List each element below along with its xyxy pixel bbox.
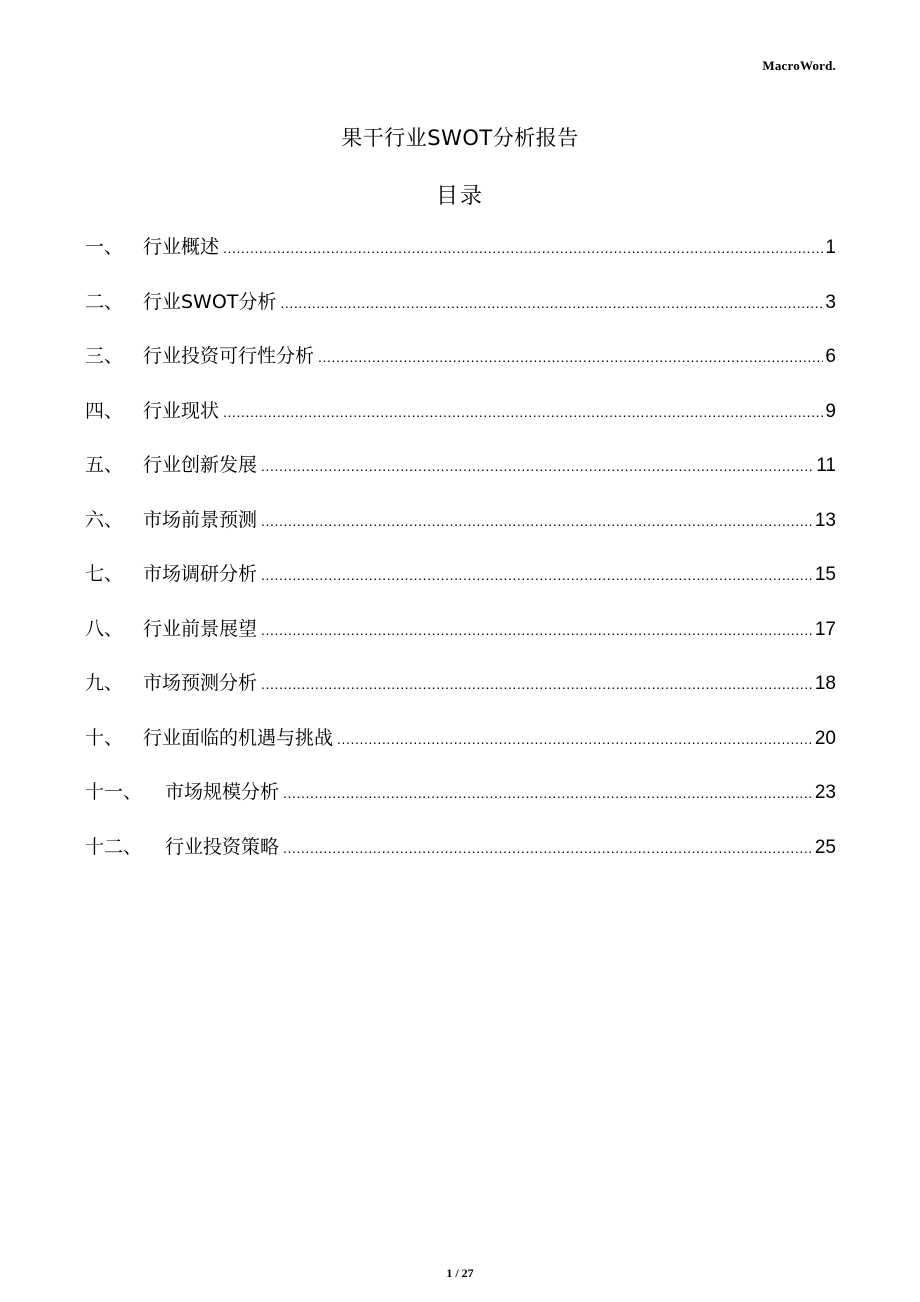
toc-entry-page[interactable]: 13 bbox=[814, 509, 836, 531]
toc-entry[interactable] bbox=[85, 832, 836, 887]
toc-entry-title[interactable]: 行业创新发展 bbox=[143, 454, 258, 476]
toc-entry-title[interactable]: 市场调研分析 bbox=[143, 563, 258, 585]
toc-entry-number: 十一、 bbox=[85, 781, 143, 803]
header-brand: MacroWord. bbox=[762, 58, 836, 73]
toc-dot-leader bbox=[283, 785, 813, 801]
toc-entry-title[interactable]: 行业SWOT分析 bbox=[143, 290, 277, 313]
toc-entry-title[interactable]: 市场规模分析 bbox=[165, 781, 280, 803]
toc-entry-page[interactable]: 9 bbox=[825, 400, 836, 422]
toc-entry-number: 十、 bbox=[85, 726, 124, 749]
toc-entry[interactable] bbox=[85, 723, 836, 778]
toc-dot-leader bbox=[280, 295, 823, 311]
toc-entry-page[interactable]: 6 bbox=[825, 346, 836, 367]
toc-entry-title[interactable]: 行业前景展望 bbox=[143, 617, 258, 640]
toc-entry[interactable] bbox=[85, 396, 836, 451]
toc-dot-leader bbox=[283, 840, 813, 856]
toc-dot-leader bbox=[261, 513, 813, 529]
toc-entry[interactable] bbox=[85, 505, 836, 560]
toc-dot-leader bbox=[261, 676, 813, 692]
toc-entry-number: 七、 bbox=[85, 563, 124, 585]
toc-entry-title[interactable]: 行业投资可行性分析 bbox=[143, 345, 315, 367]
toc-entry[interactable] bbox=[85, 450, 836, 505]
toc-dot-leader bbox=[261, 458, 814, 474]
table-of-contents bbox=[85, 232, 836, 886]
toc-entry-page[interactable]: 3 bbox=[825, 291, 836, 313]
toc-entry-page[interactable]: 20 bbox=[814, 727, 836, 749]
toc-entry-number: 三、 bbox=[85, 345, 124, 367]
toc-entry-page[interactable]: 25 bbox=[814, 836, 836, 858]
toc-entry-page[interactable]: 11 bbox=[816, 455, 836, 476]
toc-entry-number: 一、 bbox=[85, 236, 124, 258]
document-title: 果干行业SWOT分析报告 bbox=[341, 126, 579, 150]
toc-entry-title[interactable]: 市场前景预测 bbox=[143, 508, 258, 531]
toc-heading: 目录 bbox=[435, 184, 484, 209]
toc-entry-number: 五、 bbox=[85, 454, 124, 476]
toc-entry-page[interactable]: 17 bbox=[814, 618, 836, 640]
toc-entry-number: 四、 bbox=[85, 399, 124, 422]
toc-entry-page[interactable]: 23 bbox=[814, 782, 836, 803]
toc-entry-page[interactable]: 18 bbox=[814, 673, 836, 694]
toc-dot-leader bbox=[261, 567, 813, 583]
toc-entry-title[interactable]: 行业现状 bbox=[143, 399, 220, 422]
toc-entry[interactable] bbox=[85, 559, 836, 614]
toc-entry-number: 六、 bbox=[85, 508, 124, 531]
toc-dot-leader bbox=[223, 240, 823, 256]
toc-entry-title[interactable]: 行业投资策略 bbox=[165, 835, 280, 858]
toc-entry-number: 八、 bbox=[85, 617, 124, 640]
toc-entry-title[interactable]: 市场预测分析 bbox=[143, 672, 258, 694]
toc-entry-page[interactable]: 1 bbox=[825, 237, 836, 258]
toc-entry-title[interactable]: 行业面临的机遇与挑战 bbox=[143, 726, 334, 749]
toc-entry[interactable] bbox=[85, 287, 836, 342]
toc-dot-leader bbox=[337, 731, 813, 747]
toc-entry[interactable] bbox=[85, 232, 836, 287]
toc-entry[interactable] bbox=[85, 668, 836, 723]
toc-entry-page[interactable]: 15 bbox=[814, 564, 836, 585]
toc-entry-number: 十二、 bbox=[85, 835, 143, 858]
toc-entry[interactable] bbox=[85, 614, 836, 669]
toc-entry[interactable] bbox=[85, 777, 836, 832]
toc-dot-leader bbox=[318, 349, 823, 365]
toc-dot-leader bbox=[261, 622, 813, 638]
toc-entry-number: 二、 bbox=[85, 290, 124, 313]
page-indicator: 1 / 27 bbox=[446, 1266, 474, 1280]
toc-entry-number: 九、 bbox=[85, 672, 124, 694]
toc-entry-title[interactable]: 行业概述 bbox=[143, 236, 220, 258]
toc-dot-leader bbox=[223, 404, 823, 420]
toc-entry[interactable] bbox=[85, 341, 836, 396]
